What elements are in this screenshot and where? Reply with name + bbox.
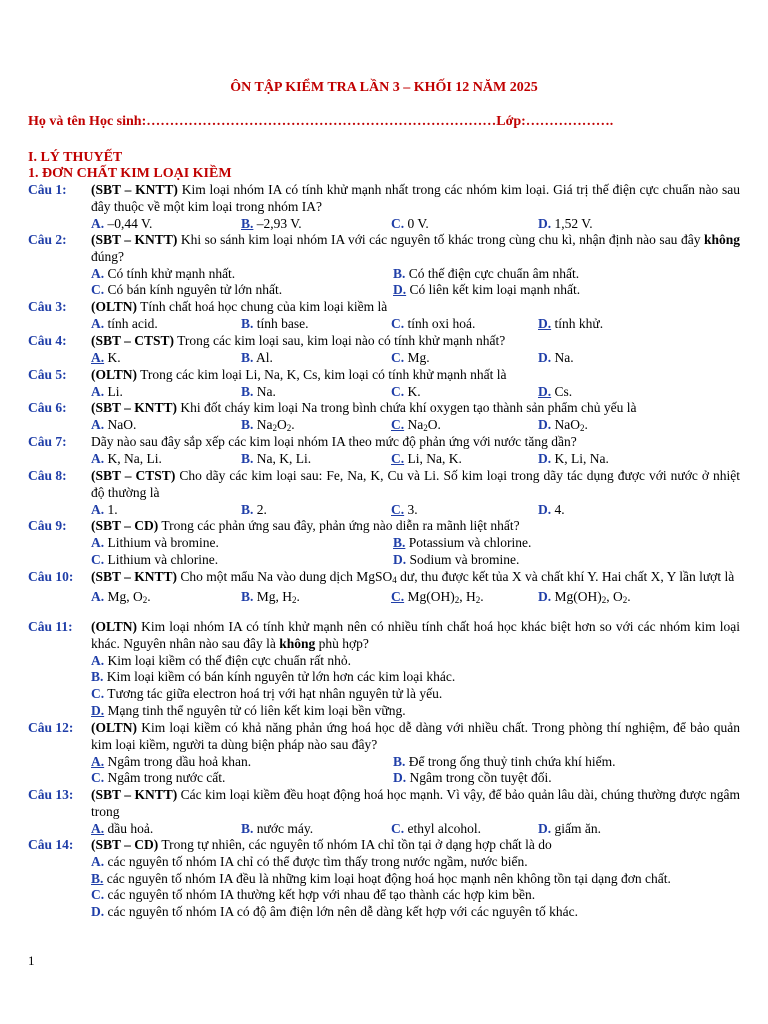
options [91,384,740,401]
question-3 [28,299,740,333]
section-heading-alkali: 1. ĐƠN CHẤT KIM LOẠI KIỀM [28,166,232,181]
option-b: B. 2. [241,501,267,517]
question-5 [28,367,740,401]
option-b: B. $Na_2O_2$. [241,416,295,433]
option-a: A. K. [91,349,121,365]
option-c: C. $Na_2O$. [391,416,441,433]
question-4 [28,333,740,367]
option-d: D. Ngâm trong cồn tuyệt đối. [393,770,552,786]
option-a: A. Mg, $O_2$. [91,588,151,605]
option-b: B. Mg, $H_2$. [241,588,300,605]
option-c: C. Có bán kính nguyên tử lớn nhất. [91,282,283,298]
page-title: ÔN TẬP KIỂM TRA LẦN 3 – KHỐI 12 NĂM 2025 [230,80,538,95]
section-heading-theory: I. LÝ THUYẾT [28,150,123,165]
option-a: A. Ngâm trong dầu hoả khan. [91,753,252,769]
options [91,770,740,787]
option-c: C. Li, Na, K. [391,450,462,466]
options [91,589,740,609]
question-label: Câu 13: [28,787,74,802]
option-c: C. 3. [391,501,418,517]
option-c: C. $Mg(OH)_2$, $H_2$. [391,588,484,605]
option-a: A. Kim loại kiềm có thế điện cực chuẩn rất nhỏ. [91,652,351,668]
page-number: 1 [28,953,35,968]
option-d: D. NaO$_2$. [538,416,588,433]
options [91,653,740,720]
option-d: D. Cs. [538,383,573,399]
option-c: C. Tương tác giữa electron hoá trị với hạt nhân nguyên tử là yếu. [91,686,443,702]
option-d: D. 4. [538,501,565,517]
question-label: Câu 6: [28,400,67,415]
option-b: B. Để trong ống thuỷ tinh chứa khí hiếm. [393,753,616,769]
question-text: Dãy nào sau đây sắp xếp các kim loại nhóm IA theo mức độ phản ứng với nước tăng dần? [91,434,577,449]
options [91,266,740,283]
option-d: D. K, Li, Na. [538,450,609,466]
option-a: A. các nguyên tố nhóm IA chỉ có thể được tìm thấy trong nước ngầm, nước biển. [91,853,528,869]
question-label: Câu 2: [28,232,67,247]
option-a: A. dầu hoả. [91,820,154,836]
student-info-line: Họ và tên Học sinh:…………………………………………………………………Lớp:………………. [28,114,614,129]
question-label: Câu 11: [28,619,73,634]
option-b: B. các nguyên tố nhóm IA đều là những kim loại hoạt động hoá học mạnh nên không tồn tại dạng đơn chất. [91,870,671,886]
question-10 [28,569,740,609]
option-a: A. Lithium và bromine. [91,534,219,550]
option-d: D. Na. [538,349,574,365]
option-a: A. 1. [91,501,118,517]
options [91,316,740,333]
option-b: B. Kim loại kiềm có bán kính nguyên tử lớn hơn các kim loại khác. [91,669,456,685]
option-d: D. $Mg(OH)_2$, $O_2$. [538,588,631,605]
question-label: Câu 5: [28,367,67,382]
question-8 [28,468,740,518]
question-text: (SBT – CTST) Trong các kim loại sau, kim loại nào có tính khử mạnh nhất? [91,333,506,348]
option-d: D. Mạng tinh thể nguyên tử có liên kết kim loại bền vững. [91,702,406,718]
question-7 [28,434,740,468]
options [91,350,740,367]
options [91,451,740,468]
option-d: D. tính khử. [538,315,604,331]
question-text: (SBT – KNTT) Các kim loại kiềm đều hoạt động hoá học mạnh. Vì vậy, để bảo quản lâu dài, chúng thường được ngâm trong [91,787,740,819]
options [91,502,740,519]
option-a: A. K, Na, Li. [91,450,162,466]
options [91,754,740,771]
question-label: Câu 1: [28,182,67,197]
question-text: (SBT – KNTT) Kim loại nhóm IA có tính khử mạnh nhất trong các nhóm kim loại. Giá trị thế điện cực chuẩn nào sau đây thuộc về một kim loại trong nhóm IA? [91,182,740,214]
option-b: B. nước máy. [241,820,314,836]
question-text: (SBT – KNTT) Cho một mẩu Na vào dung dịch MgSO$_4$ dư, thu được kết tủa X và chất khí Y. Hai chất X, Y lần lượt là [91,569,735,585]
question-text: (SBT – KNTT) Khi đốt cháy kim loại Na trong bình chứa khí oxygen tạo thành sản phẩm chủ yếu là [91,400,637,415]
question-9 [28,518,740,568]
option-b: B. tính base. [241,315,309,331]
options [91,282,740,299]
option-b: B. Potassium và chlorine. [393,534,532,550]
question-label: Câu 9: [28,518,67,533]
options [91,216,740,233]
question-text: (OLTN) Tính chất hoá học chung của kim loại kiềm là [91,299,388,314]
question-text: (OLTN) Kim loại nhóm IA có tính khử mạnh nên có nhiều tính chất hoá học khác biệt hơn so với các nhóm kim loại khác. Nguyên nhân nào sau đây là không phù hợp? [91,619,740,651]
option-c: C. Mg. [391,349,430,365]
option-b: B. –2,93 V. [241,215,302,231]
question-text: (OLTN) Kim loại kiềm có khả năng phản ứng hoá học dễ dàng với nhiều chất. Trong phòng thí nghiệm, để bảo quản kim loại kiềm, người ta dùng biện pháp nào sau đây? [91,720,740,752]
option-d: D. 1,52 V. [538,215,593,231]
option-a: A. NaO. [91,416,137,432]
option-c: C. Lithium và chlorine. [91,551,219,567]
options [91,535,740,552]
question-text: (SBT – KNTT) Khi so sánh kim loại nhóm IA với các nguyên tố khác trong cùng chu kì, nhận định nào sau đây không đúng? [91,232,740,264]
question-13 [28,787,740,837]
question-label: Câu 10: [28,569,74,584]
option-c: C. 0 V. [391,215,429,231]
option-c: C. ethyl alcohol. [391,820,481,836]
options [91,854,740,921]
question-label: Câu 7: [28,434,67,449]
question-label: Câu 4: [28,333,67,348]
option-a: A. tính acid. [91,315,158,331]
option-b: B. Al. [241,349,273,365]
question-label: Câu 3: [28,299,67,314]
question-1 [28,182,740,232]
option-d: D. giấm ăn. [538,820,601,836]
option-a: A. Có tính khử mạnh nhất. [91,265,236,281]
option-b: B. Na. [241,383,276,399]
question-14 [28,837,740,921]
question-text: (OLTN) Trong các kim loại Li, Na, K, Cs, kim loại có tính khử mạnh nhất là [91,367,507,382]
option-d: D. các nguyên tố nhóm IA có độ âm điện lớn nên dễ dàng kết hợp với các nguyên tố khác. [91,904,579,920]
question-11 [28,619,740,720]
option-c: C. K. [391,383,421,399]
question-12 [28,720,740,787]
option-d: D. Có liên kết kim loại mạnh nhất. [393,282,581,298]
option-a: A. Li. [91,383,123,399]
option-b: B. Có thế điện cực chuẩn âm nhất. [393,265,580,281]
question-label: Câu 8: [28,468,67,483]
question-2 [28,232,740,299]
option-c: C. Ngâm trong nước cất. [91,770,226,786]
question-label: Câu 14: [28,837,74,852]
option-c: C. các nguyên tố nhóm IA thường kết hợp với nhau để tạo thành các hợp kim bền. [91,887,536,903]
question-text: (SBT – CD) Trong các phản ứng sau đây, phản ứng nào diễn ra mãnh liệt nhất? [91,518,520,533]
options [91,821,740,838]
question-label: Câu 12: [28,720,74,735]
option-c: C. tính oxi hoá. [391,315,476,331]
options [91,552,740,569]
option-b: B. Na, K, Li. [241,450,312,466]
question-text: (SBT – CD) Trong tự nhiên, các nguyên tố nhóm IA chỉ tồn tại ở dạng hợp chất là do [91,837,552,852]
question-text: (SBT – CTST) Cho dãy các kim loại sau: Fe, Na, K, Cu và Li. Số kim loại trong dãy tác dụng được với nước ở nhiệt độ thường là [91,468,740,500]
option-a: A. –0,44 V. [91,215,153,231]
option-d: D. Sodium và bromine. [393,551,520,567]
question-6 [28,400,740,437]
